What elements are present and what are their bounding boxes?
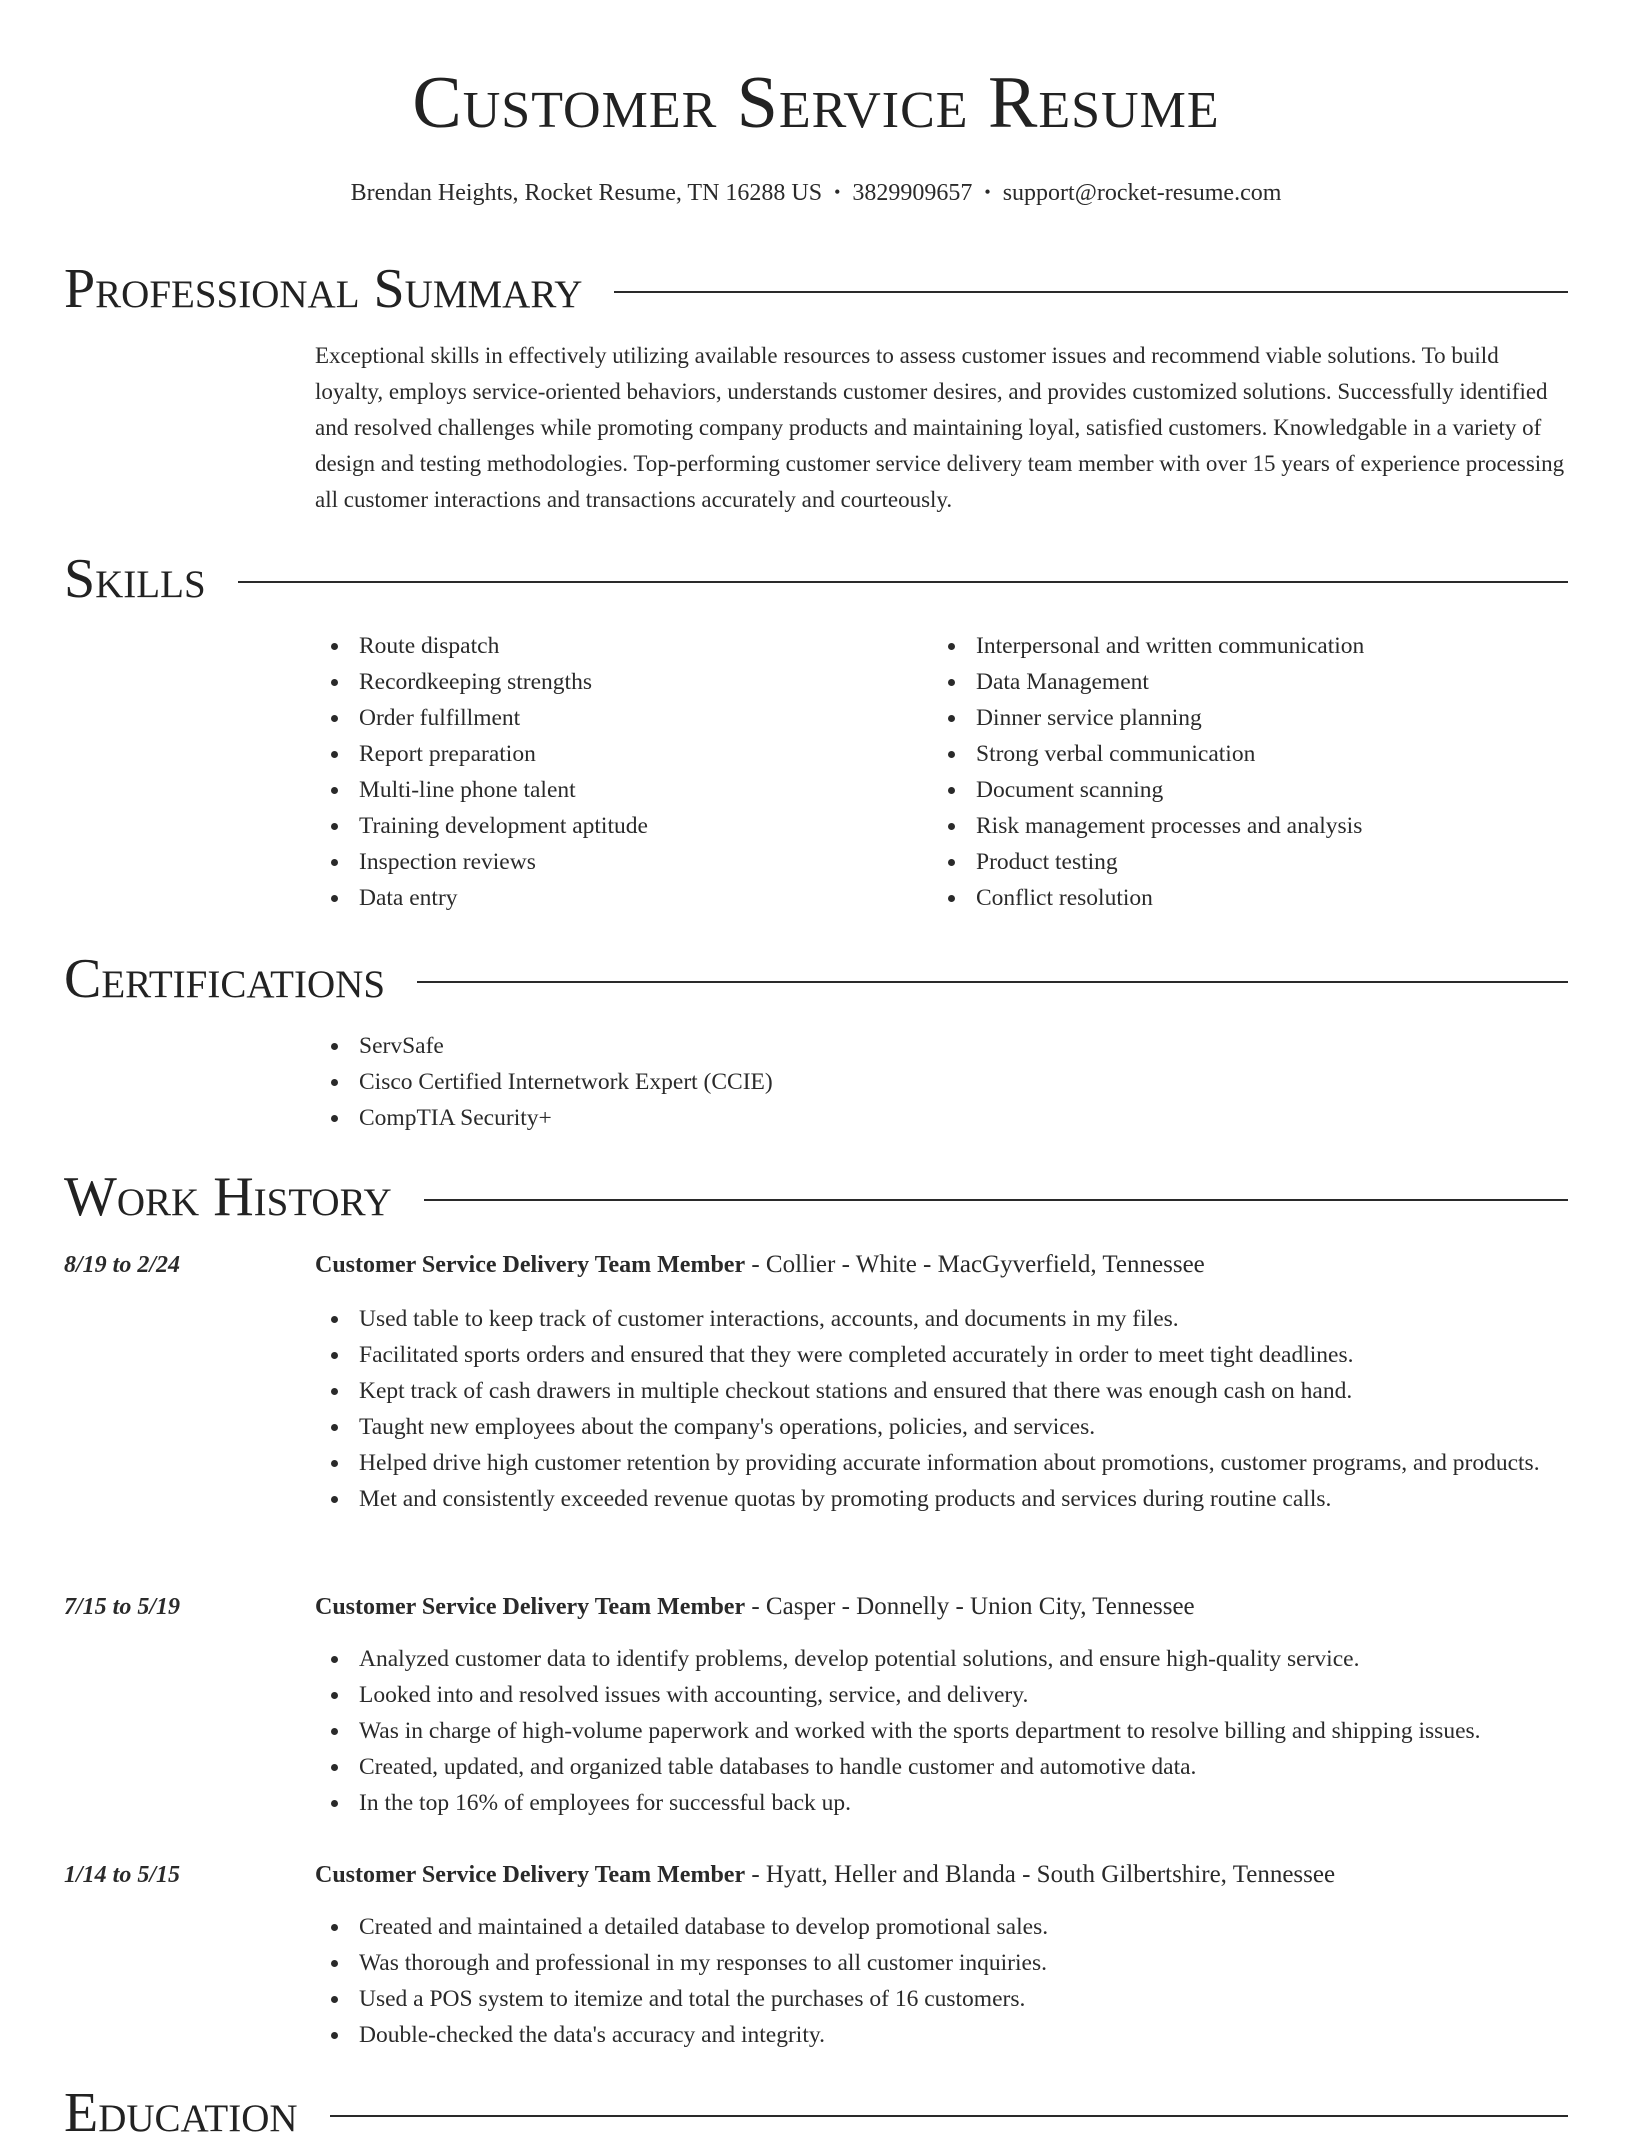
- section-skills: [64, 544, 1568, 614]
- job-duty: Was in charge of high-volume paperwork and worked with the sports department to resolve billing and shipping issues.: [315, 1713, 1568, 1749]
- skill-item: Training development aptitude: [315, 808, 915, 844]
- job-duty: Used a POS system to itemize and total the purchases of 16 customers.: [315, 1981, 1568, 2017]
- section-work-history: [64, 1162, 1568, 1232]
- skill-item: Route dispatch: [315, 628, 915, 664]
- job-duties-list: [315, 1909, 1568, 2053]
- certification-item: Cisco Certified Internetwork Expert (CCIE): [315, 1064, 1568, 1100]
- skill-item: Product testing: [932, 844, 1568, 880]
- skill-item: Interpersonal and written communication: [932, 628, 1568, 664]
- section-divider: [238, 581, 1568, 583]
- skill-item: Multi-line phone talent: [315, 772, 915, 808]
- job-duty: Double-checked the data's accuracy and integrity.: [315, 2017, 1568, 2053]
- section-divider: [424, 1199, 1568, 1201]
- section-divider: [417, 981, 1568, 983]
- section-title-work-history: Work History: [64, 1166, 392, 1228]
- skill-item: Document scanning: [932, 772, 1568, 808]
- contact-phone: 3829909657: [852, 180, 973, 206]
- section-title-summary: Professional Summary: [64, 258, 583, 320]
- contact-line: [64, 174, 1568, 211]
- job-duties-list: [315, 1641, 1568, 1821]
- job-duty: Kept track of cash drawers in multiple checkout stations and ensured that there was enough cash on hand.: [315, 1373, 1568, 1409]
- skill-item: Order fulfillment: [315, 700, 915, 736]
- job-duty: Was thorough and professional in my responses to all customer inquiries.: [315, 1945, 1568, 1981]
- job-title: Customer Service Delivery Team Member: [315, 1862, 746, 1888]
- job-duty: Taught new employees about the company's operations, policies, and services.: [315, 1409, 1568, 1445]
- contact-separator: •: [984, 182, 991, 202]
- skill-item: Inspection reviews: [315, 844, 915, 880]
- skill-item: Recordkeeping strengths: [315, 664, 915, 700]
- job-duty: Facilitated sports orders and ensured that they were completed accurately in order to meet tight deadlines.: [315, 1337, 1568, 1373]
- job-employer: - Collier - White - MacGyverfield, Tennessee: [745, 1251, 1205, 1278]
- job-duty: In the top 16% of employees for successful back up.: [315, 1785, 1568, 1821]
- job-employer: - Casper - Donnelly - Union City, Tennessee: [745, 1593, 1195, 1620]
- skills-list-right: [932, 628, 1568, 916]
- contact-email: support@rocket-resume.com: [1002, 180, 1282, 206]
- job-dates: 1/14 to 5/15: [64, 1862, 181, 1888]
- job-duty: Used table to keep track of customer interactions, accounts, and documents in my files.: [315, 1301, 1568, 1337]
- summary-text: Exceptional skills in effectively utilizing available resources to assess customer issues and recommend viable solutions. To build loyalty, employs service-oriented behaviors, understands customer desires, and provides customized solutions. Successfully identified and resolved challenges while promoting company products and maintaining loyal, satisfied customers. Knowledgable in a variety of design and testing methodologies. Top-performing customer service delivery team member with over 15 years of experience processing all customer interactions and transactions accurately and courteously.: [315, 343, 1565, 512]
- certification-item: CompTIA Security+: [315, 1100, 1568, 1136]
- job-title: Customer Service Delivery Team Member: [315, 1594, 746, 1620]
- section-title-skills: Skills: [64, 548, 206, 610]
- job-header: [315, 1857, 1568, 1893]
- certifications-list: [315, 1028, 1568, 1136]
- skill-item: Strong verbal communication: [932, 736, 1568, 772]
- job-duty: Met and consistently exceeded revenue quotas by promoting products and services during routine calls.: [315, 1481, 1568, 1517]
- skill-item: Report preparation: [315, 736, 915, 772]
- section-divider: [330, 2115, 1568, 2117]
- job-duty: Helped drive high customer retention by providing accurate information about promotions, customer programs, and products.: [315, 1445, 1568, 1481]
- contact-address: Brendan Heights, Rocket Resume, TN 16288 US: [350, 180, 823, 206]
- job-duty: Looked into and resolved issues with accounting, service, and delivery.: [315, 1677, 1568, 1713]
- skill-item: Dinner service planning: [932, 700, 1568, 736]
- job-duty: Created and maintained a detailed database to develop promotional sales.: [315, 1909, 1568, 1945]
- section-title-certifications: Certifications: [64, 948, 386, 1010]
- skill-item: Conflict resolution: [932, 880, 1568, 916]
- job-duties-list: [315, 1301, 1568, 1517]
- job-dates: 7/15 to 5/19: [64, 1594, 181, 1620]
- skill-item: Risk management processes and analysis: [932, 808, 1568, 844]
- job-duty: Created, updated, and organized table databases to handle customer and automotive data.: [315, 1749, 1568, 1785]
- section-education: [64, 2078, 1568, 2148]
- section-certifications: [64, 944, 1568, 1014]
- skill-item: Data Management: [932, 664, 1568, 700]
- job-title: Customer Service Delivery Team Member: [315, 1252, 746, 1278]
- job-duty: Analyzed customer data to identify problems, develop potential solutions, and ensure high-quality service.: [315, 1641, 1568, 1677]
- resume-title: Customer Service Resume: [412, 62, 1220, 144]
- job-header: [315, 1247, 1568, 1283]
- certification-item: ServSafe: [315, 1028, 1568, 1064]
- skills-list-left: [315, 628, 915, 916]
- skill-item: Data entry: [315, 880, 915, 916]
- section-title-education: Education: [64, 2082, 298, 2144]
- contact-separator: •: [834, 182, 841, 202]
- job-header: [315, 1589, 1568, 1625]
- job-dates: 8/19 to 2/24: [64, 1252, 181, 1278]
- section-divider: [614, 291, 1568, 293]
- section-summary: [64, 254, 1568, 324]
- job-employer: - Hyatt, Heller and Blanda - South Gilbertshire, Tennessee: [745, 1861, 1336, 1888]
